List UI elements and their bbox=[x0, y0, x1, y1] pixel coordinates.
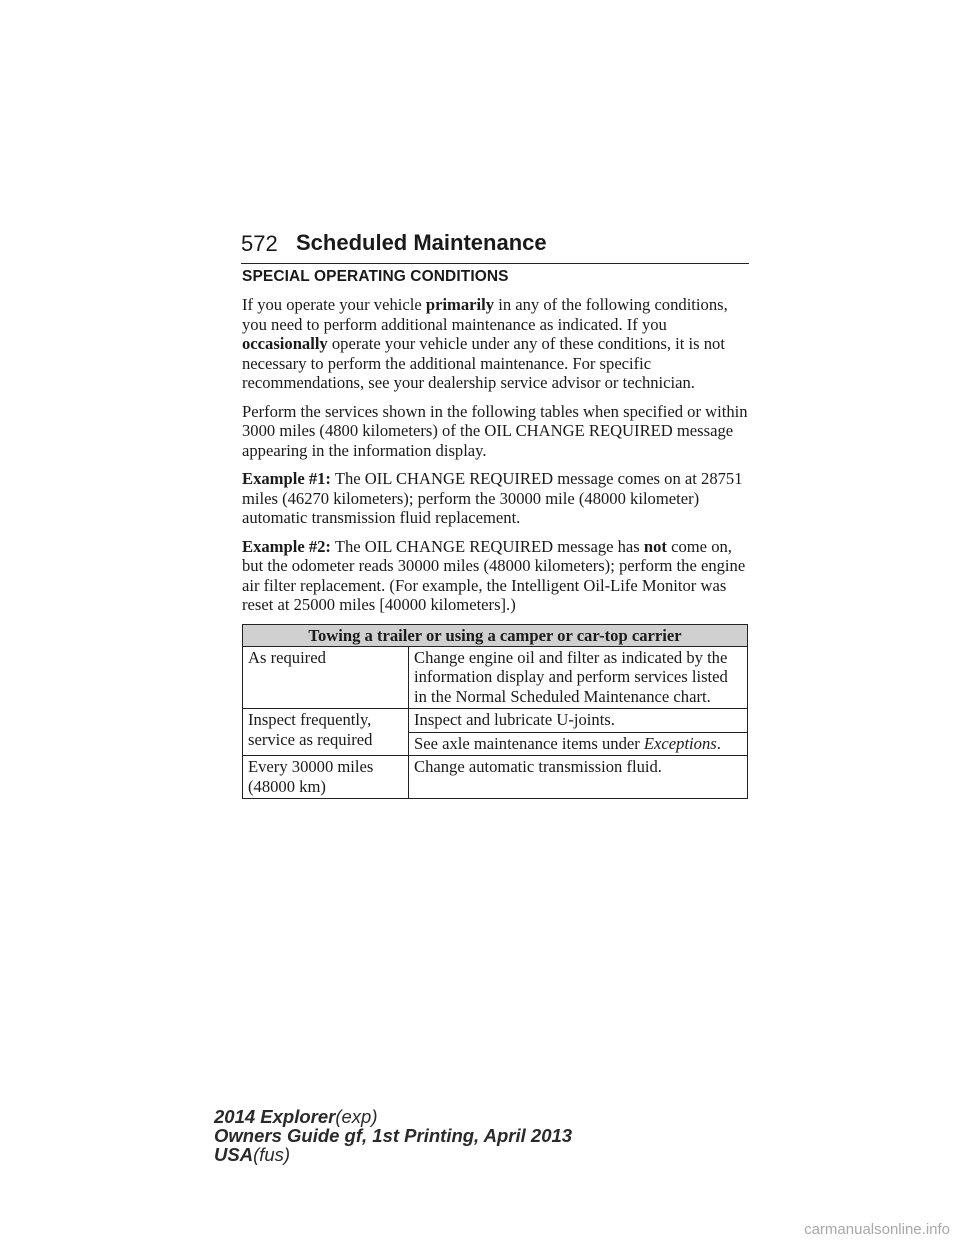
example-1 bbox=[242, 469, 748, 528]
section-heading: SPECIAL OPERATING CONDITIONS bbox=[242, 268, 509, 285]
service-cell: Change automatic transmission fluid. bbox=[409, 756, 748, 799]
footer-market: USA bbox=[214, 1144, 254, 1165]
example-2-bold-not: not bbox=[643, 536, 667, 556]
example-1-label: Example #1: bbox=[242, 469, 331, 488]
page-header bbox=[241, 227, 749, 264]
footer-model: 2014 Explorer bbox=[214, 1106, 336, 1127]
maintenance-table bbox=[242, 624, 748, 800]
example-2-text-2: come on, but the odometer reads 30000 miles (48000 kilometers); perform the engine air filter replacement. (For example, the Intelligent Oil-Life Monitor was reset at 25000 miles [40000 kilometers].) bbox=[242, 536, 746, 614]
interval-cell: Every 30000 miles (48000 km) bbox=[243, 756, 409, 799]
interval-cell: As required bbox=[243, 646, 409, 709]
footer-line-2: Owners Guide gf, 1st Printing, April 2013 bbox=[214, 1125, 573, 1146]
intro-text-1: If you operate your vehicle bbox=[242, 295, 426, 314]
footer-market-code: (fus) bbox=[253, 1144, 291, 1165]
example-2 bbox=[242, 537, 748, 615]
footer-model-code: (exp) bbox=[335, 1106, 378, 1127]
service-cell bbox=[409, 732, 748, 756]
exceptions-reference: Exceptions bbox=[643, 733, 717, 753]
table-header-row bbox=[243, 624, 748, 646]
table-row bbox=[243, 756, 748, 799]
print-footer bbox=[214, 1107, 572, 1164]
intro-text-3: operate your vehicle under any of these conditions, it is not necessary to perform the additional maintenance. For specific recommendations, see your dealership service advisor or technician. bbox=[242, 334, 725, 392]
interval-cell: Inspect frequently, service as required bbox=[243, 709, 409, 756]
page-content bbox=[242, 268, 748, 799]
page-number: 572 bbox=[241, 231, 278, 256]
table-header: Towing a trailer or using a camper or car-top carrier bbox=[243, 624, 748, 646]
chapter-title: Scheduled Maintenance bbox=[296, 230, 547, 255]
service-text: See axle maintenance items under bbox=[414, 733, 644, 753]
service-cell: Inspect and lubricate U-joints. bbox=[409, 709, 748, 733]
intro-paragraph bbox=[242, 295, 748, 393]
example-1-text: The OIL CHANGE REQUIRED message comes on at 28751 miles (46270 kilometers); perform the 30000 mile (48000 kilometer) automatic transmission fluid replacement. bbox=[242, 469, 743, 527]
footer-line-3 bbox=[214, 1145, 572, 1164]
table-row bbox=[243, 709, 748, 733]
table-row bbox=[243, 646, 748, 709]
services-paragraph: Perform the services shown in the following tables when specified or within 3000 miles (4800 kilometers) of the OIL CHANGE REQUIRED message appearing in the information display. bbox=[242, 401, 748, 460]
watermark: carmanualsonline.info bbox=[804, 1221, 950, 1238]
intro-text-2: in any of the following conditions, you need to perform additional maintenance as indicated. If you bbox=[242, 295, 728, 334]
example-2-label: Example #2: bbox=[242, 536, 331, 556]
intro-bold-occasionally: occasionally bbox=[242, 334, 328, 353]
intro-bold-primarily: primarily bbox=[425, 295, 495, 314]
service-cell: Change engine oil and filter as indicated by the information display and perform services listed in the Normal Scheduled Maintenance chart. bbox=[409, 646, 748, 709]
service-text-end: . bbox=[716, 733, 721, 753]
example-2-text-1: The OIL CHANGE REQUIRED message has bbox=[330, 536, 644, 556]
footer-line-1 bbox=[214, 1107, 572, 1126]
